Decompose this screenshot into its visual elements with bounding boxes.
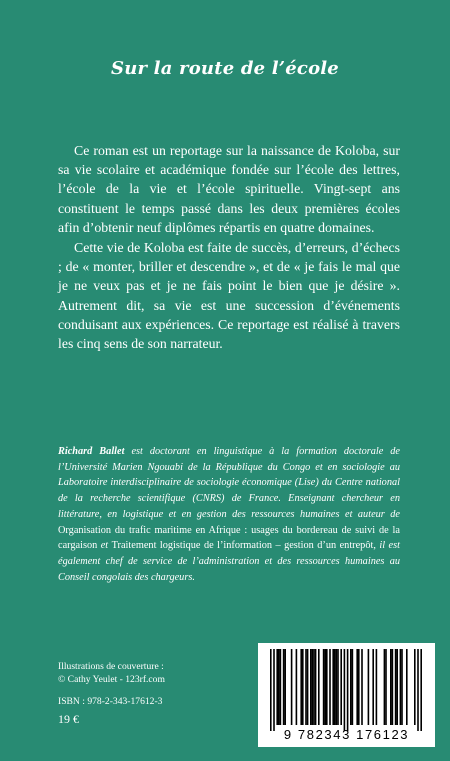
cover-credits <box>58 660 165 686</box>
barcode-bar <box>278 649 280 725</box>
barcode-bar <box>273 649 275 731</box>
barcode-bar <box>361 649 363 725</box>
bio-book-title-1: Organisation du trafic maritime en Afrique : usages du bordereau de suivi de la cargaison <box>58 524 400 552</box>
bio-text-3: il est également chef de service de l’administration et des ressources humaines au Conseil congolais des chargeurs. <box>58 540 400 583</box>
synopsis-paragraph-2: Cette vie de Koloba est faite de succès, d’erreurs, d’échecs ; de « monter, briller et descendre », et de « je fais le mal que je ne veux pas et je ne fais point le bien que je désire ». Autrement dit, sa vie est une succession d’événements conduisant aux expériences. Ce reportage est réalisé à travers les cinq sens de son narrateur. <box>58 240 400 352</box>
price: 19 € <box>58 712 79 726</box>
barcode-bar <box>340 649 342 725</box>
barcode-bar <box>390 649 392 725</box>
barcode-bar <box>318 649 320 725</box>
barcode-bar <box>372 649 374 725</box>
barcode-bar <box>420 649 422 731</box>
barcode-bar <box>401 649 403 725</box>
barcode-bar <box>332 649 334 725</box>
barcode-bar <box>336 649 338 725</box>
barcode-bar <box>276 649 278 725</box>
barcode-bar <box>315 649 317 725</box>
barcode-bar <box>284 649 286 725</box>
barcode-bar <box>414 649 416 725</box>
bio-text-1: est doctorant en linguistique à la formation doctorale de l’Université Marien Ngouabi de la République du Congo et en sociologie au Laboratoire interdisciplinaire de sociologie économique (Lise) du Centre national de la recherche scientifique (CNRS) de France. Enseignant chercheur en littérature, en logistique et en gestion des ressources humaines et auteur de <box>58 446 401 520</box>
barcode-bar <box>352 649 354 725</box>
barcode-bar <box>344 649 346 731</box>
author-name: Richard Ballet <box>58 446 125 457</box>
barcode-bar <box>307 649 309 725</box>
barcode-bar <box>326 649 328 725</box>
barcode-bar <box>283 649 285 725</box>
barcode-bar <box>270 649 272 731</box>
author-bio <box>58 444 400 585</box>
bio-book-title-2: Traitement logistique de l’information – gestion d’un entrepôt, <box>111 540 376 552</box>
barcode-bar <box>368 649 370 725</box>
barcode-bar <box>376 649 378 725</box>
barcode-bar <box>334 649 336 725</box>
barcode-bar <box>350 649 352 725</box>
barcode <box>258 643 435 747</box>
isbn: ISBN : 978-2-343-17612-3 <box>58 696 163 707</box>
barcode-bar <box>296 649 298 725</box>
barcode-bar <box>310 649 312 725</box>
barcode-bar <box>384 649 386 725</box>
barcode-bar <box>312 649 314 725</box>
credits-line-1: Illustrations de couverture : <box>58 661 164 672</box>
barcode-bar <box>347 649 349 731</box>
barcode-bar <box>385 649 387 725</box>
barcode-bar <box>324 649 326 725</box>
book-title: Sur la route de l’école <box>111 58 339 79</box>
barcode-bar <box>291 649 293 725</box>
bio-text-2: et <box>97 540 112 552</box>
barcode-bar <box>337 649 339 725</box>
barcode-bar <box>400 649 402 725</box>
barcode-digits: 9 782343 176123 <box>283 727 410 742</box>
barcode-bar <box>417 649 419 731</box>
barcode-bar <box>302 649 304 725</box>
barcode-bar <box>300 649 302 725</box>
barcode-bar <box>280 649 282 725</box>
barcode-bar <box>392 649 394 725</box>
synopsis-paragraph-1: Ce roman est un reportage sur la naissance de Koloba, sur sa vie scolaire et académique fondée sur l’école des lettres, l’école de la vie et l’école spirituelle. Vingt-sept ans constituent le temps passé dans les deux premières écoles afin d’obtenir neuf diplômes répartis en quatre domaines. <box>58 143 400 235</box>
barcode-bar <box>313 649 315 725</box>
barcode-bar <box>356 649 358 725</box>
barcode-bar <box>396 649 398 725</box>
credits-line-2: © Cathy Yeulet - 123rf.com <box>58 674 165 685</box>
barcode-bar <box>305 649 307 725</box>
barcode-bar <box>395 649 397 725</box>
barcode-bar <box>406 649 408 725</box>
barcode-bar <box>329 649 331 725</box>
synopsis <box>58 141 400 354</box>
barcode-bar <box>323 649 325 725</box>
barcode-bar <box>358 649 360 725</box>
